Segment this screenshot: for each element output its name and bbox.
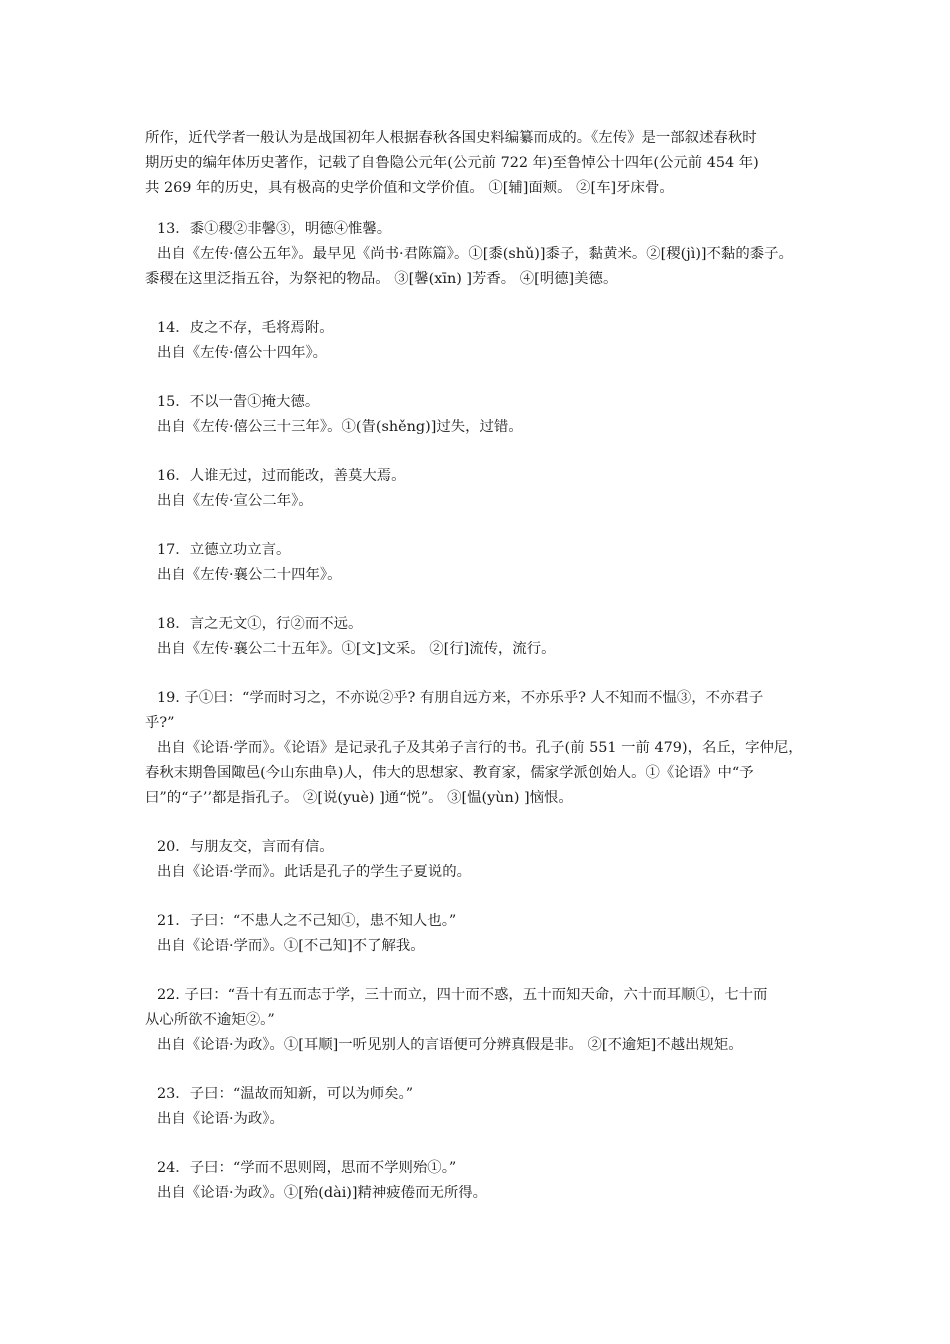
quote-entry: [145, 217, 813, 292]
quote-text: 从心所欲不逾矩②。”: [145, 1012, 275, 1028]
source-note: 出自《论语·为政》。: [157, 1111, 284, 1127]
quote-text: 13．黍①稷②非馨③，明德④惟馨。: [157, 221, 392, 237]
source-note: 曰”的“子’’都是指孔子。 ②[说(yuè) ]通“悦”。 ③[愠(yùn) ]恼恨。: [145, 790, 573, 806]
document-page: [145, 126, 813, 1230]
quote-entry: [145, 464, 813, 514]
quote-text: 乎?”: [145, 715, 175, 731]
quote-text: 17．立德立功立言。: [157, 542, 291, 558]
source-note: 出自《论语·学而》。《论语》是记录孔子及其弟子言行的书。孔子(前 551 一前 479)，名丘，字仲尼，: [157, 740, 803, 756]
quote-entry: [145, 390, 813, 440]
source-note: 出自《左传·宣公二年》。: [157, 493, 313, 509]
intro-line: 共 269 年的历史，具有极高的史学价值和文学价值。 ①[辅]面颊。 ②[车]牙床骨。: [145, 180, 674, 196]
source-note: 出自《左传·襄公二十五年》。①[文]文采。 ②[行]流传，流行。: [157, 641, 556, 657]
intro-paragraph: [145, 126, 813, 201]
source-note: 出自《左传·僖公三十三年》。①(眚(shěng)]过失，过错。: [157, 419, 523, 435]
source-note: 出自《左传·僖公五年》。最早见《尚书·君陈篇》。①[黍(shǔ)]黍子，黏黄米。②[稷(jì)]不黏的黍子。: [157, 246, 793, 262]
quote-text: 16．人谁无过，过而能改，善莫大焉。: [157, 468, 406, 484]
quote-text: 24．子曰：“学而不思则罔，思而不学则殆①。”: [157, 1160, 457, 1176]
quote-entry: [145, 835, 813, 885]
quote-text: 19. 子①曰：“学而时习之，不亦说②乎? 有朋自远方来，不亦乐乎? 人不知而不愠③，不亦君子: [157, 690, 764, 706]
quote-entry: [145, 909, 813, 959]
quote-entry: [145, 1156, 813, 1206]
intro-line: 期历史的编年体历史著作，记载了自鲁隐公元年(公元前 722 年)至鲁悼公十四年(公元前 454 年): [145, 155, 759, 171]
quote-entry: [145, 612, 813, 662]
quote-text: 14．皮之不存，毛将焉附。: [157, 320, 334, 336]
quote-entry: [145, 1082, 813, 1132]
source-note: 出自《论语·为政》。①[殆(dài)]精神疲倦而无所得。: [157, 1185, 488, 1201]
quote-entry: [145, 538, 813, 588]
quote-entry: [145, 983, 813, 1058]
quote-text: 23．子曰：“温故而知新，可以为师矣。”: [157, 1086, 414, 1102]
quote-text: 22. 子曰：“吾十有五而志于学，三十而立，四十而不惑，五十而知天命，六十而耳顺①，七十而: [157, 987, 768, 1003]
quote-entry: [145, 316, 813, 366]
source-note: 出自《左传·僖公十四年》。: [157, 345, 328, 361]
source-note: 黍稷在这里泛指五谷，为祭祀的物品。 ③[馨(xīn) ]芳香。 ④[明德]美德。: [145, 271, 618, 287]
quote-text: 21．子曰：“不患人之不己知①，患不知人也。”: [157, 913, 457, 929]
source-note: 出自《论语·学而》。①[不己知]不了解我。: [157, 938, 425, 954]
source-note: 出自《论语·学而》。此话是孔子的学生子夏说的。: [157, 864, 471, 880]
quote-text: 15．不以一眚①掩大德。: [157, 394, 320, 410]
entry-list: [145, 217, 813, 1206]
source-note: 春秋末期鲁国陬邑(今山东曲阜)人，伟大的思想家、教育家，儒家学派创始人。①《论语》中“予: [145, 765, 754, 781]
quote-text: 18．言之无文①，行②而不远。: [157, 616, 363, 632]
quote-entry: [145, 686, 813, 811]
source-note: 出自《论语·为政》。①[耳顺]一听见别人的言语便可分辨真假是非。 ②[不逾矩]不越出规矩。: [157, 1037, 743, 1053]
source-note: 出自《左传·襄公二十四年》。: [157, 567, 342, 583]
quote-text: 20．与朋友交，言而有信。: [157, 839, 334, 855]
intro-line: 所作，近代学者一般认为是战国初年人根据春秋各国史料编纂而成的。《左传》是一部叙述春秋时: [145, 130, 757, 146]
